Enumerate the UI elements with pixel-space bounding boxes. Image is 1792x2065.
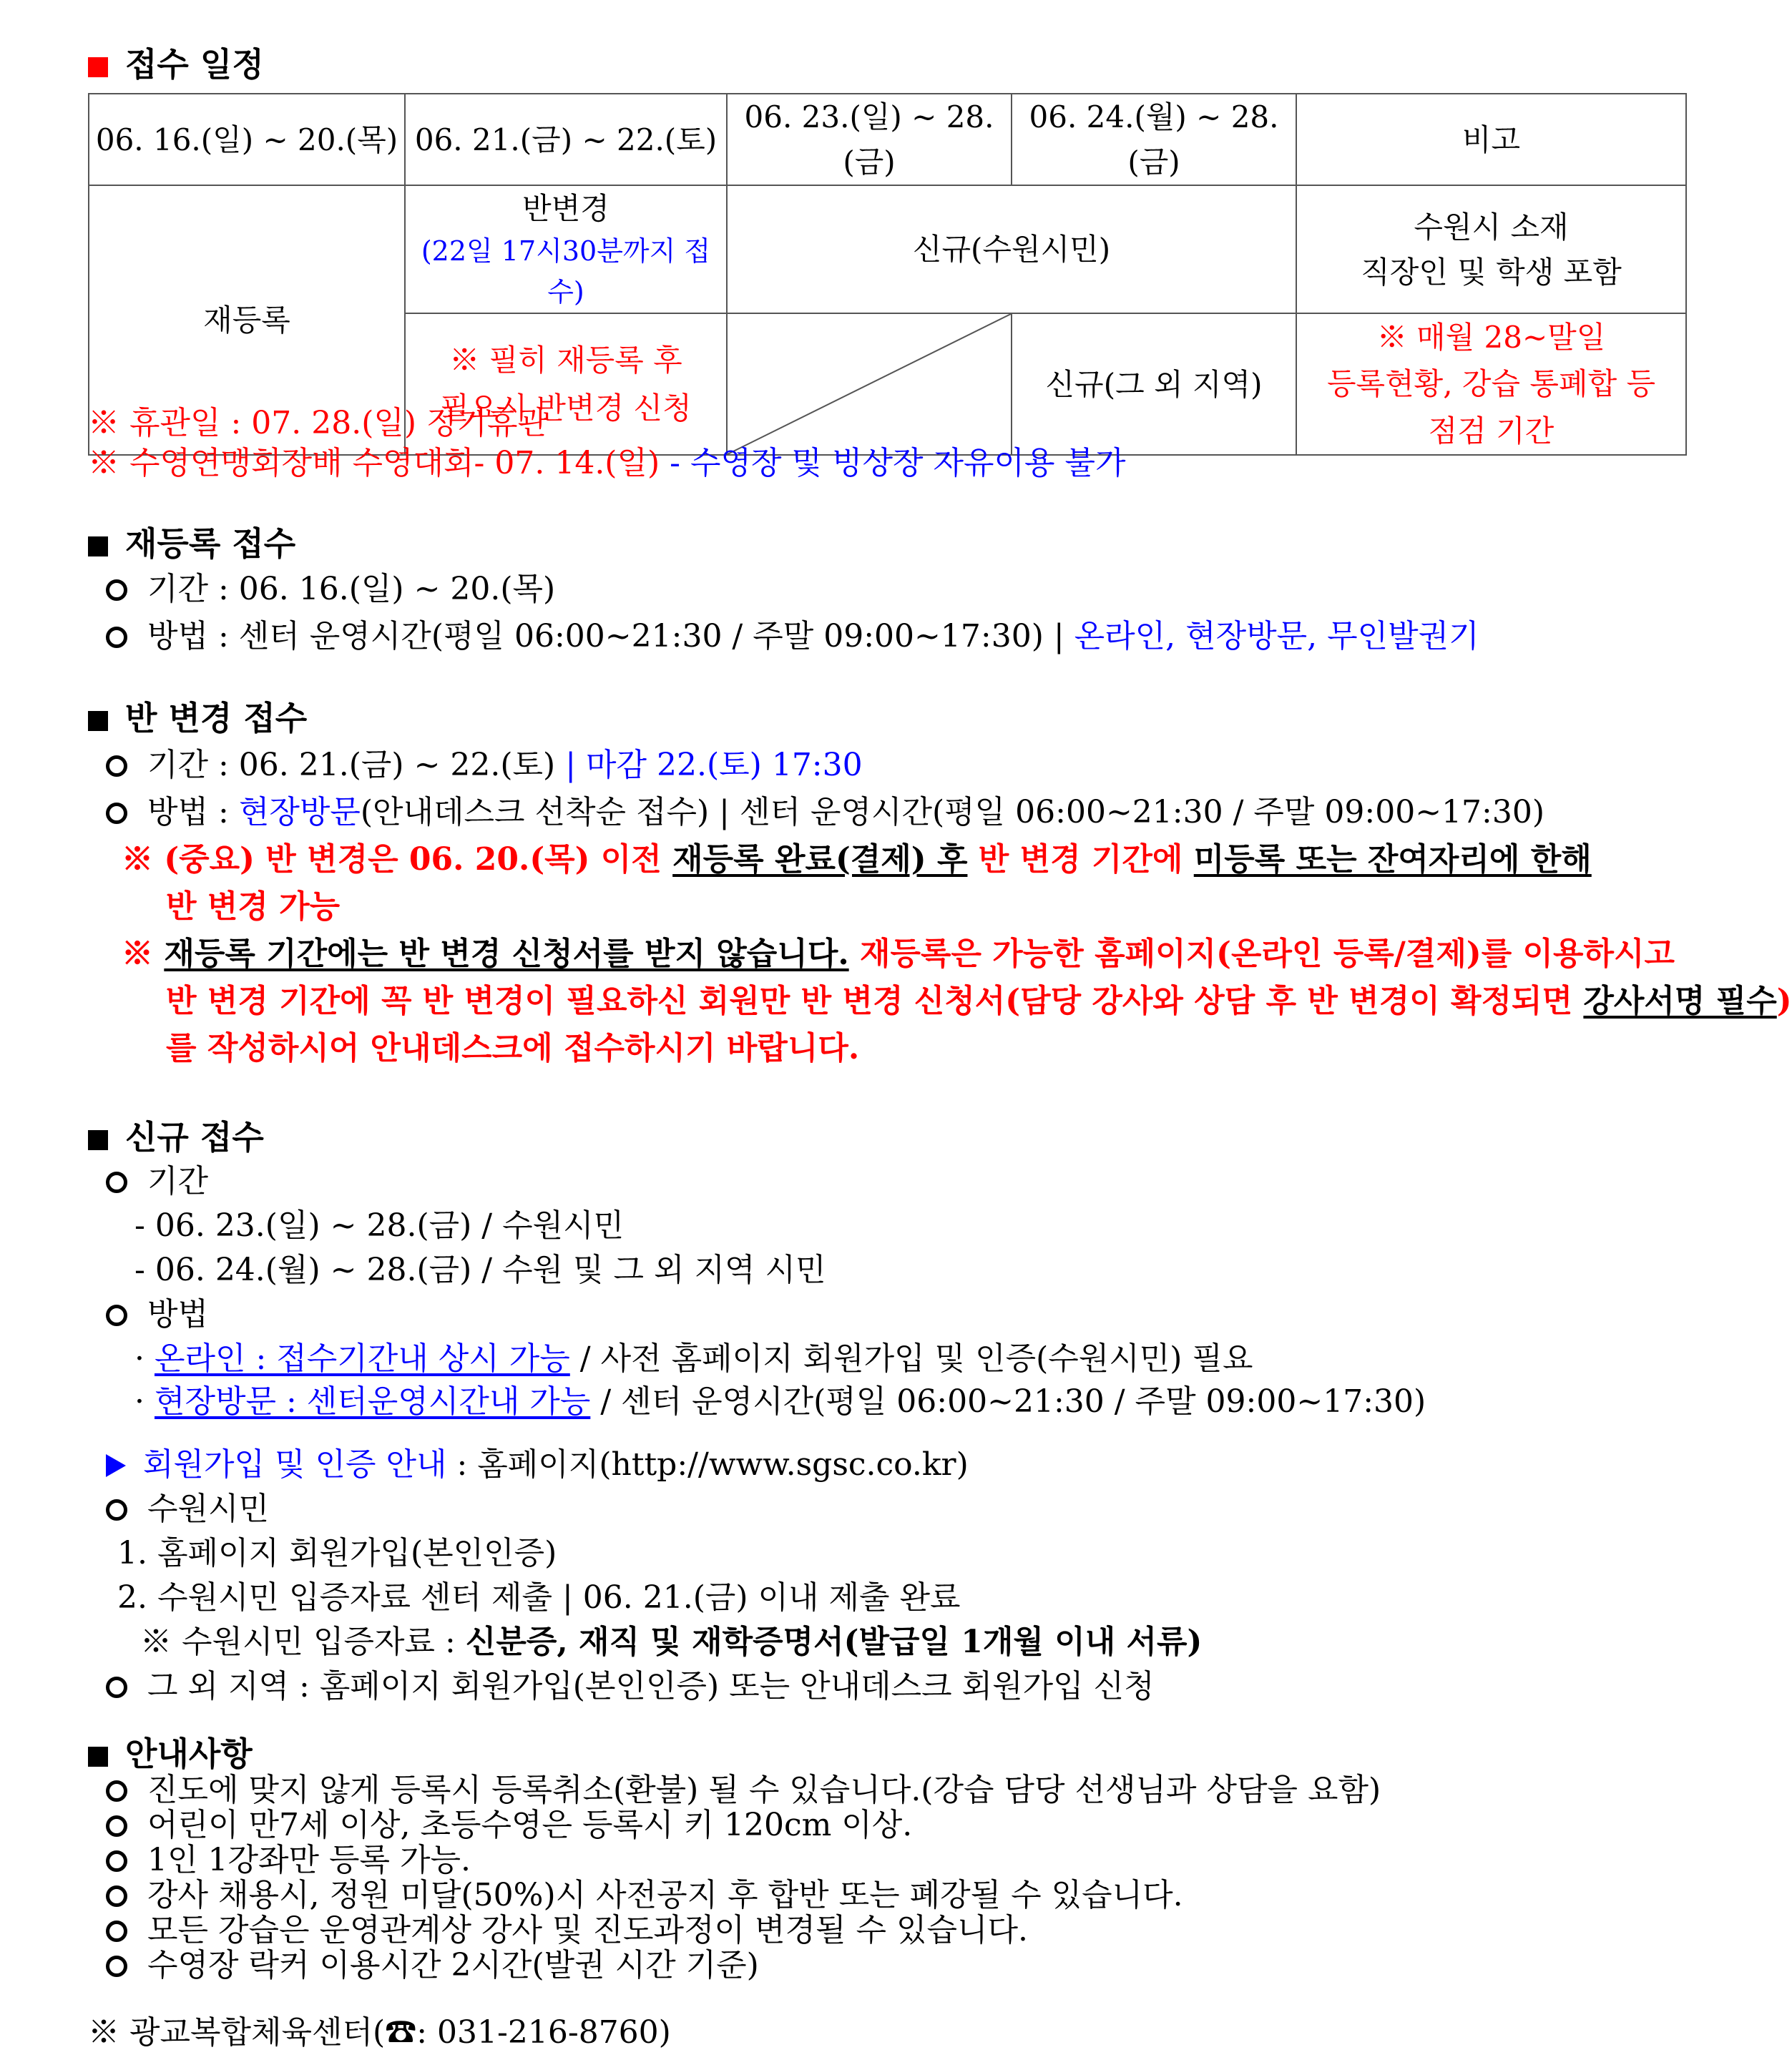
note-text: 반 변경 기간에: [967, 841, 1194, 878]
class-change-method-visit: 현장방문: [238, 794, 361, 830]
guide-title: 안내사항: [125, 1735, 253, 1773]
schedule-title: 접수 일정: [125, 45, 264, 84]
remark-red-line-1: ※ 매월 28~말일: [1376, 320, 1606, 355]
circle-bullet-icon: [106, 1305, 127, 1326]
header-cell: 06. 16.(일) ~ 20.(목): [89, 94, 405, 185]
membership-other: [106, 1667, 1155, 1706]
note-mark: ※: [122, 936, 165, 972]
circle-bullet-icon: [106, 755, 127, 777]
new-method-label: [106, 1295, 208, 1334]
note-underlined-text: 재등록 완료(결제) 후: [672, 841, 968, 878]
dot-bullet: ·: [134, 1383, 155, 1420]
guide-item: [106, 1843, 1381, 1878]
guide-item-text: 모든 강습은 운영관계상 강사 및 진도과정이 변경될 수 있습니다.: [147, 1912, 1028, 1948]
class-change-warning-2: 필요시 반변경 신청: [440, 391, 692, 426]
membership-suwon-label: 수원시민: [147, 1491, 270, 1527]
circle-bullet-icon: [106, 1815, 127, 1837]
circle-bullet-icon: [106, 1885, 127, 1907]
class-change-deadline: (22일 17시30분까지 접수): [421, 235, 711, 308]
red-square-bullet-icon: [88, 57, 108, 77]
circle-bullet-icon: [106, 579, 127, 601]
reregistration-period: [106, 569, 555, 609]
class-change-note-1: [122, 840, 1592, 879]
class-change-label: 반변경: [522, 191, 609, 226]
new-other-cell: 신규(그 외 지역): [1012, 313, 1296, 455]
circle-bullet-icon: [106, 1956, 127, 1977]
triangle-bullet-icon: [106, 1454, 126, 1477]
new-registration-title: 신규 접수: [125, 1118, 264, 1157]
circle-bullet-icon: [106, 1850, 127, 1872]
membership-proof: [140, 1622, 1202, 1662]
class-change-warning-1: ※ 필히 재등록 후: [449, 342, 682, 378]
reregistration-title: 재등록 접수: [125, 524, 296, 563]
guide-item: [106, 1913, 1381, 1948]
footer-center-name: ※ 광교복합체육센터(: [88, 2014, 386, 2051]
note-text: ※ (중요) 반 변경은 06. 20.(목) 이전: [122, 841, 673, 878]
remark-line-1: 수원시 소재: [1414, 209, 1569, 245]
class-change-deadline-text: | 마감 22.(토) 17:30: [565, 747, 863, 783]
class-change-method: [106, 793, 1544, 832]
footer-phone-number: : 031-216-8760): [416, 2014, 671, 2051]
reregistration-method: [106, 617, 1479, 656]
class-change-heading: [88, 698, 307, 740]
class-change-method-text: (안내데스크 선착순 접수) | 센터 운영시간(평일 06:00~21:30 / 주말 09:00~17:30): [360, 794, 1545, 830]
circle-bullet-icon: [106, 627, 127, 648]
membership-other-text: 그 외 지역 : 홈페이지 회원가입(본인인증) 또는 안내데스크 회원가입 신청: [147, 1668, 1155, 1705]
footer-contact: [88, 2013, 671, 2052]
new-method-online: [134, 1339, 1253, 1378]
remark-red-cell: [1296, 313, 1686, 455]
class-change-note-2: [122, 934, 1675, 973]
class-change-title: 반 변경 접수: [125, 699, 308, 737]
new-period-other: - 06. 24.(월) ~ 28.(금) / 수원 및 그 외 지역 시민: [134, 1252, 826, 1288]
class-change-note-2-end: 를 작성하시어 안내데스크에 접수하시기 바랍니다.: [166, 1030, 860, 1066]
guide-item-text: 어린이 만7세 이상, 초등수영은 등록시 키 120cm 이상.: [147, 1807, 913, 1843]
square-bullet-icon: [88, 711, 108, 731]
guide-item-text: 진도에 맞지 않게 등록시 등록취소(환불) 될 수 있습니다.(강습 담당 선생님과 상담을 요함): [147, 1772, 1381, 1808]
remark-line-2: 직장인 및 학생 포함: [1361, 254, 1622, 290]
new-suwon-cell: 신규(수원시민): [727, 185, 1296, 313]
circle-bullet-icon: [106, 1172, 127, 1193]
guide-heading: [88, 1734, 253, 1775]
guide-list: [106, 1772, 1381, 1983]
circle-bullet-icon: [106, 1780, 127, 1802]
note-text: ): [1776, 983, 1792, 1019]
membership-step-2: 2. 수원시민 입증자료 센터 제출 | 06. 21.(금) 이내 제출 완료: [117, 1579, 961, 1616]
circle-bullet-icon: [106, 803, 127, 824]
new-method-visit: [134, 1382, 1426, 1421]
diagonal-line: [728, 314, 1011, 454]
swim-event-restriction: - 수영장 및 빙상장 자유이용 불가: [670, 445, 1126, 481]
membership-step-1: 1. 홈페이지 회원가입(본인인증): [117, 1535, 557, 1571]
membership-guide-label: 회원가입 및 인증 안내: [143, 1446, 447, 1483]
note-text: 재등록은 가능한 홈페이지(온라인 등록/결제)를 이용하시고: [848, 936, 1675, 972]
circle-bullet-icon: [106, 1677, 127, 1698]
schedule-heading: [88, 44, 264, 86]
header-cell: 06. 24.(월) ~ 28.(금): [1012, 94, 1296, 185]
online-requirement: / 사전 홈페이지 회원가입 및 인증(수원시민) 필요: [569, 1340, 1253, 1377]
swim-event-text: ※ 수영연맹회장배 수영대회- 07. 14.(일): [88, 445, 660, 481]
class-change-method-label: 방법 :: [147, 794, 239, 830]
reregistration-period-text: 기간 : 06. 16.(일) ~ 20.(목): [147, 571, 556, 607]
remark-red-line-3: 점검 기간: [1428, 413, 1554, 448]
remark-cell: [1296, 185, 1686, 313]
square-bullet-icon: [88, 536, 108, 556]
new-registration-heading: [88, 1117, 264, 1159]
class-change-cell: [405, 185, 727, 313]
note-underlined-text: 강사서명 필수: [1583, 983, 1777, 1019]
schedule-row: [89, 185, 1686, 313]
phone-icon: ☎: [385, 2014, 417, 2051]
class-change-period: [106, 745, 863, 785]
membership-guide-url[interactable]: : 홈페이지(http://www.sgsc.co.kr): [446, 1446, 969, 1483]
note-underlined-text: 재등록 기간에는 반 변경 신청서를 받지 않습니다.: [164, 936, 849, 972]
proof-label: ※ 수원시민 입증자료 :: [140, 1624, 466, 1660]
note-underlined-text: 미등록 또는 잔여자리에 한해: [1193, 841, 1592, 878]
class-change-note-1-cont: 반 변경 가능: [166, 888, 341, 925]
remark-red-line-2: 등록현황, 강습 통폐합 등: [1326, 366, 1656, 402]
guide-item-text: 강사 채용시, 정원 미달(50%)시 사전공지 후 합반 또는 폐강될 수 있습니다.: [147, 1877, 1183, 1913]
new-period-label-text: 기간: [147, 1163, 209, 1200]
header-cell: 06. 21.(금) ~ 22.(토): [405, 94, 727, 185]
reregistration-channels: 온라인, 현장방문, 무인발권기: [1074, 618, 1479, 654]
guide-item: [106, 1948, 1381, 1983]
schedule-header-row: [89, 94, 1686, 185]
guide-item: [106, 1878, 1381, 1913]
empty-diagonal-cell: [727, 313, 1012, 455]
square-bullet-icon: [88, 1130, 108, 1150]
visit-hours: / 센터 운영시간(평일 06:00~21:30 / 주말 09:00~17:30): [590, 1383, 1426, 1420]
online-availability: 온라인 : 접수기간내 상시 가능: [154, 1340, 570, 1377]
visit-availability: 현장방문 : 센터운영시간내 가능: [154, 1383, 591, 1420]
reregister-cell: 재등록: [89, 185, 405, 455]
note-text: 반 변경 기간에 꼭 반 변경이 필요하신 회원만 반 변경 신청서(담당 강사와 상담 후 반 변경이 확정되면: [166, 983, 1584, 1019]
guide-item: [106, 1772, 1381, 1808]
guide-item-text: 1인 1강좌만 등록 가능.: [147, 1842, 471, 1878]
header-cell: 06. 23.(일) ~ 28.(금): [727, 94, 1012, 185]
reregistration-method-text: 방법 : 센터 운영시간(평일 06:00~21:30 / 주말 09:00~17:30) |: [147, 618, 1074, 654]
new-period-suwon: - 06. 23.(일) ~ 28.(금) / 수원시민: [134, 1207, 625, 1244]
square-bullet-icon: [88, 1747, 108, 1767]
proof-documents: 신분증, 재직 및 재학증명서(발급일 1개월 이내 서류): [465, 1624, 1203, 1660]
reregistration-heading: [88, 524, 295, 565]
guide-item: [106, 1808, 1381, 1843]
membership-guide: [106, 1445, 969, 1484]
membership-suwon: [106, 1489, 269, 1529]
closed-day-notice: ※ 휴관일 : 07. 28.(일) 정기휴관: [88, 405, 549, 441]
circle-bullet-icon: [106, 1499, 127, 1521]
new-method-label-text: 방법: [147, 1296, 209, 1333]
class-change-note-2-cont: [166, 981, 1792, 1021]
dot-bullet: ·: [134, 1340, 155, 1377]
header-cell: 비고: [1296, 94, 1686, 185]
swim-event-notice: [88, 443, 1126, 483]
class-change-period-text: 기간 : 06. 21.(금) ~ 22.(토): [147, 747, 566, 783]
new-period-label: [106, 1162, 208, 1201]
schedule-table: [88, 93, 1687, 456]
guide-item-text: 수영장 락커 이용시간 2시간(발권 시간 기준): [147, 1947, 759, 1983]
circle-bullet-icon: [106, 1921, 127, 1942]
